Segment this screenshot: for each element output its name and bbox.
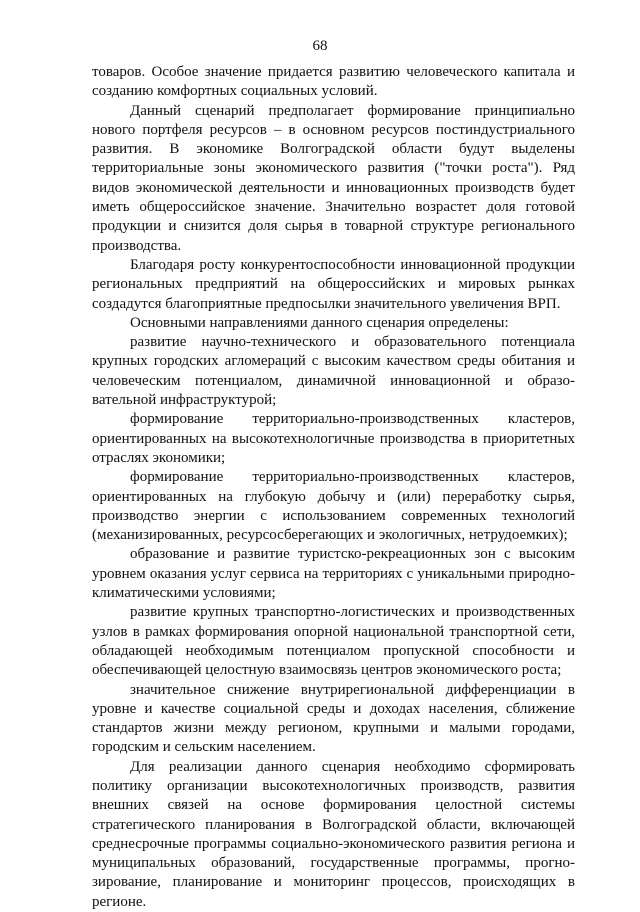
paragraph-direction-logistics: развитие крупных транспортно-логистических и производственных узлов в рамках формирования опорной национальной транспортной сети, обладающей необходимым потенциалом пропускной способности и обеспечивающей целостную взаимосвязь центров экономического роста; [92,604,575,679]
paragraph-direction-hightech-clusters: формирование территориально-производственных кластеров, ориентированных на высокотехнологичные производства в приоритетных отраслях экономики; [92,411,575,466]
paragraph-direction-science: развитие научно-технического и образовательного потенциала крупных городских агломераций с высоким качеством среды обитания и человеческим потенциалом, динамичной инновационной и образовательной инфраструктурой; [92,334,575,409]
paragraph-direction-resource-clusters: формирование территориально-производственных кластеров, ориентированных на глубокую добычу и (или) переработку сырья, производство энергии с использованием современных технологий (механизированных, ресурсосберегающих и экологичных, нетрудоемких); [92,469,575,544]
page-number: 68 [312,38,328,54]
document-body [92,63,575,912]
paragraph-direction-differentiation: значительное снижение внутрирегиональной дифференциации в уровне и качестве социальной среды и доходах населения, сближение стандартов жизни между регионом, крупными и малыми городами, городским и сельским населением. [92,681,575,756]
paragraph-direction-tourism: образование и развитие туристско-рекреационных зон с высоким уровнем оказания услуг сервиса на территориях с уникальными природно-климатическими условиями; [92,546,575,602]
paragraph-competitiveness: Благодаря росту конкурентоспособности инновационной продукции региональных предприятий на общероссийских и мировых рынках создадутся благоприятные предпосылки значительного увеличения ВРП. [92,256,575,312]
paragraph-continuation: товаров. Особое значение придается развитию человеческого капитала и созданию комфортных социальных условий. [92,64,575,100]
paragraph-implementation: Для реализации данного сценария необходимо сформировать политику организации высокотехнологичных производств, развития внешних связей на основе формирования целостной системы стратегического планирования в Волгоградской области, включающей среднесрочные программы социально-экономического развития региона и муниципальных образований, государственные программы, прогнозирование, планирование и мониторинг процессов, происходящих в регионе. [92,758,575,910]
paragraph-scenario-description: Данный сценарий предполагает формирование принципиально нового портфеля ресурсов – в основном ресурсов постиндустриального развития. В экономике Волгоградской области будут выделены территориальные зоны экономического развития ("точки роста"). Ряд видов экономической деятельности и инновационных производств будет иметь общероссийское значение. Значительно возрастет доля готовой продукции и снизится доля сырья в товарной структуре регионального производства. [92,102,575,254]
paragraph-directions-intro: Основными направлениями данного сценария определены: [130,314,509,331]
